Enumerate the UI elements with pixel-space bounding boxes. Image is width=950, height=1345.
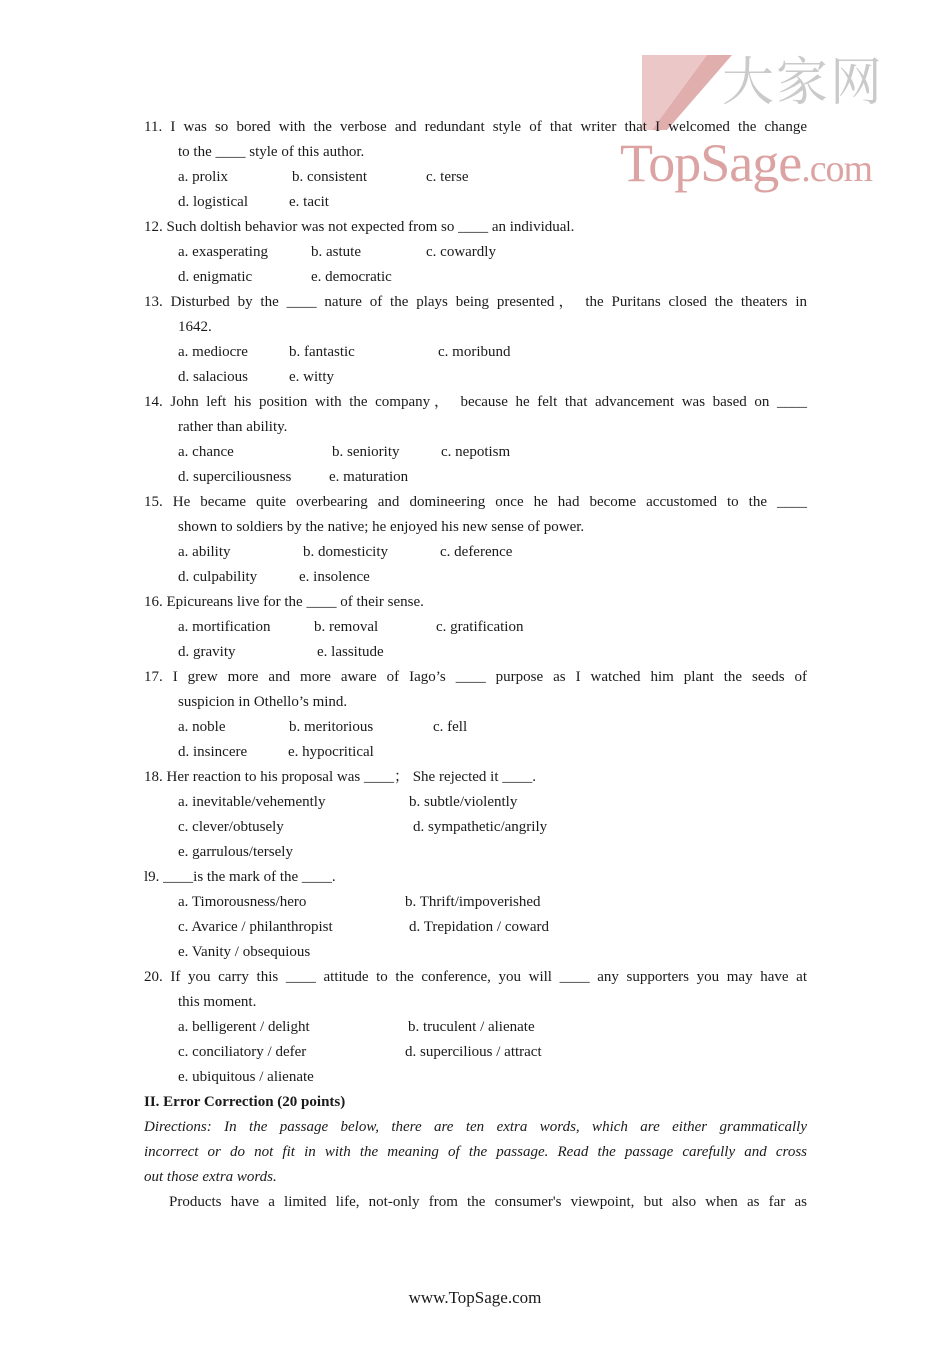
watermark-suffix: .com [801,148,873,190]
document-body [144,115,807,1215]
option: c. conciliatory / defer [178,1044,307,1060]
question-stem: 17. I grew more and more aware of Iago’s ____ purpose as I watched him plant the seeds of [144,669,807,685]
option: b. meritorious [289,719,374,735]
option: c. Avarice / philanthropist [178,919,333,935]
option: b. domesticity [303,544,388,560]
question-stem-cont: suspicion in Othello’s mind. [178,694,348,710]
question-stem: 12. Such doltish behavior was not expected from so ____ an individual. [144,219,575,235]
option-row [144,940,807,965]
question-20 [144,965,807,1090]
option: d. enigmatic [178,269,253,285]
directions-line: out those extra words. [144,1169,277,1185]
option-row [144,915,807,940]
question-13 [144,290,807,390]
question-stem-cont: this moment. [178,994,257,1010]
option: d. Trepidation / coward [409,919,549,935]
question-stem-cont: 1642. [178,319,212,335]
option: a. prolix [178,169,228,185]
option: c. cowardly [426,244,496,260]
option-row [144,1065,807,1090]
question-stem: 16. Epicureans live for the ____ of their sense. [144,594,424,610]
question-15 [144,490,807,590]
option: a. belligerent / delight [178,1019,310,1035]
question-19 [144,865,807,965]
section-heading: II. Error Correction (20 points) [144,1094,346,1110]
question-stem-cont: shown to soldiers by the native; he enjoyed his new sense of power. [178,519,585,535]
option-row [144,615,807,640]
question-14 [144,390,807,490]
option: d. logistical [178,194,248,210]
option-row [144,890,807,915]
option-row [144,640,807,665]
option: c. deference [440,544,513,560]
question-stem: 13. Disturbed by the ____ nature of the plays being presented， the Puritans closed the theaters in [144,294,807,310]
option: b. removal [314,619,379,635]
option: c. gratification [436,619,524,635]
option-row [144,465,807,490]
watermark-chinese: 大家网 [722,53,885,113]
option-row [144,440,807,465]
option: d. salacious [178,369,248,385]
option-row [144,265,807,290]
option: a. mortification [178,619,271,635]
option: d. superciliousness [178,469,292,485]
question-17 [144,665,807,765]
option: e. witty [289,369,334,385]
question-stem: l9. ____is the mark of the ____. [144,869,336,885]
option-row [144,815,807,840]
option: b. astute [311,244,361,260]
option: e. democratic [311,269,392,285]
option: a. noble [178,719,226,735]
option-row [144,1040,807,1065]
option: a. mediocre [178,344,248,360]
option: e. ubiquitous / alienate [178,1069,314,1085]
question-stem-cont: rather than ability. [178,419,288,435]
question-stem: 20. If you carry this ____ attitude to the conference, you will ____ any supporters you may have at [144,969,807,985]
option-row [144,565,807,590]
directions-line: incorrect or do not fit in with the meaning of the passage. Read the passage carefully and cross [144,1144,807,1160]
option: a. exasperating [178,244,268,260]
section-error-correction [144,1090,807,1215]
option-row [144,190,807,215]
option-row [144,165,807,190]
option-row [144,715,807,740]
watermark-name: TopSage [620,133,802,193]
option: e. tacit [289,194,329,210]
option: b. truculent / alienate [408,1019,535,1035]
option-row [144,240,807,265]
option: d. insincere [178,744,248,760]
option: e. lassitude [317,644,384,660]
option: b. subtle/violently [409,794,518,810]
option: c. moribund [438,344,511,360]
footer-url: www.TopSage.com [408,1288,542,1307]
option: b. consistent [292,169,367,185]
option-row [144,540,807,565]
option: a. inevitable/vehemently [178,794,326,810]
question-stem: 15. He became quite overbearing and domineering once he had become accustomed to the ____ [144,494,807,510]
option: c. clever/obtusely [178,819,284,835]
option: e. maturation [329,469,409,485]
option: d. culpability [178,569,258,585]
option: e. Vanity / obsequious [178,944,311,960]
option: a. Timorousness/hero [178,894,307,910]
question-stem: 14. John left his position with the company， because he felt that advancement was based on ____ [144,394,807,410]
option-row [144,740,807,765]
question-11 [144,115,807,215]
question-16 [144,590,807,665]
option: e. garrulous/tersely [178,844,293,860]
option-row [144,340,807,365]
directions-line: Directions: In the passage below, there are ten extra words, which are either grammatically [144,1119,807,1135]
question-stem: 18. Her reaction to his proposal was ____； She rejected it ____. [144,769,536,785]
question-12 [144,215,807,290]
passage-line: Products have a limited life, not-only from the consumer's viewpoint, but also when as far as [169,1194,807,1210]
option: d. supercilious / attract [405,1044,542,1060]
option: b. seniority [332,444,400,460]
option: d. gravity [178,644,236,660]
question-stem-cont: to the ____ style of this author. [178,144,365,160]
option: c. nepotism [441,444,511,460]
option-row [144,840,807,865]
option: e. hypocritical [288,744,374,760]
option: e. insolence [299,569,370,585]
option: a. chance [178,444,234,460]
option: a. ability [178,544,231,560]
option: c. terse [426,169,469,185]
option: b. fantastic [289,344,355,360]
option: b. Thrift/impoverished [405,894,541,910]
option-row [144,365,807,390]
question-18 [144,765,807,865]
option-row [144,790,807,815]
question-stem: 11. I was so bored with the verbose and redundant style of that writer that I welcomed the change [144,119,807,135]
option: c. fell [433,719,468,735]
option-row [144,1015,807,1040]
option: d. sympathetic/angrily [413,819,548,835]
